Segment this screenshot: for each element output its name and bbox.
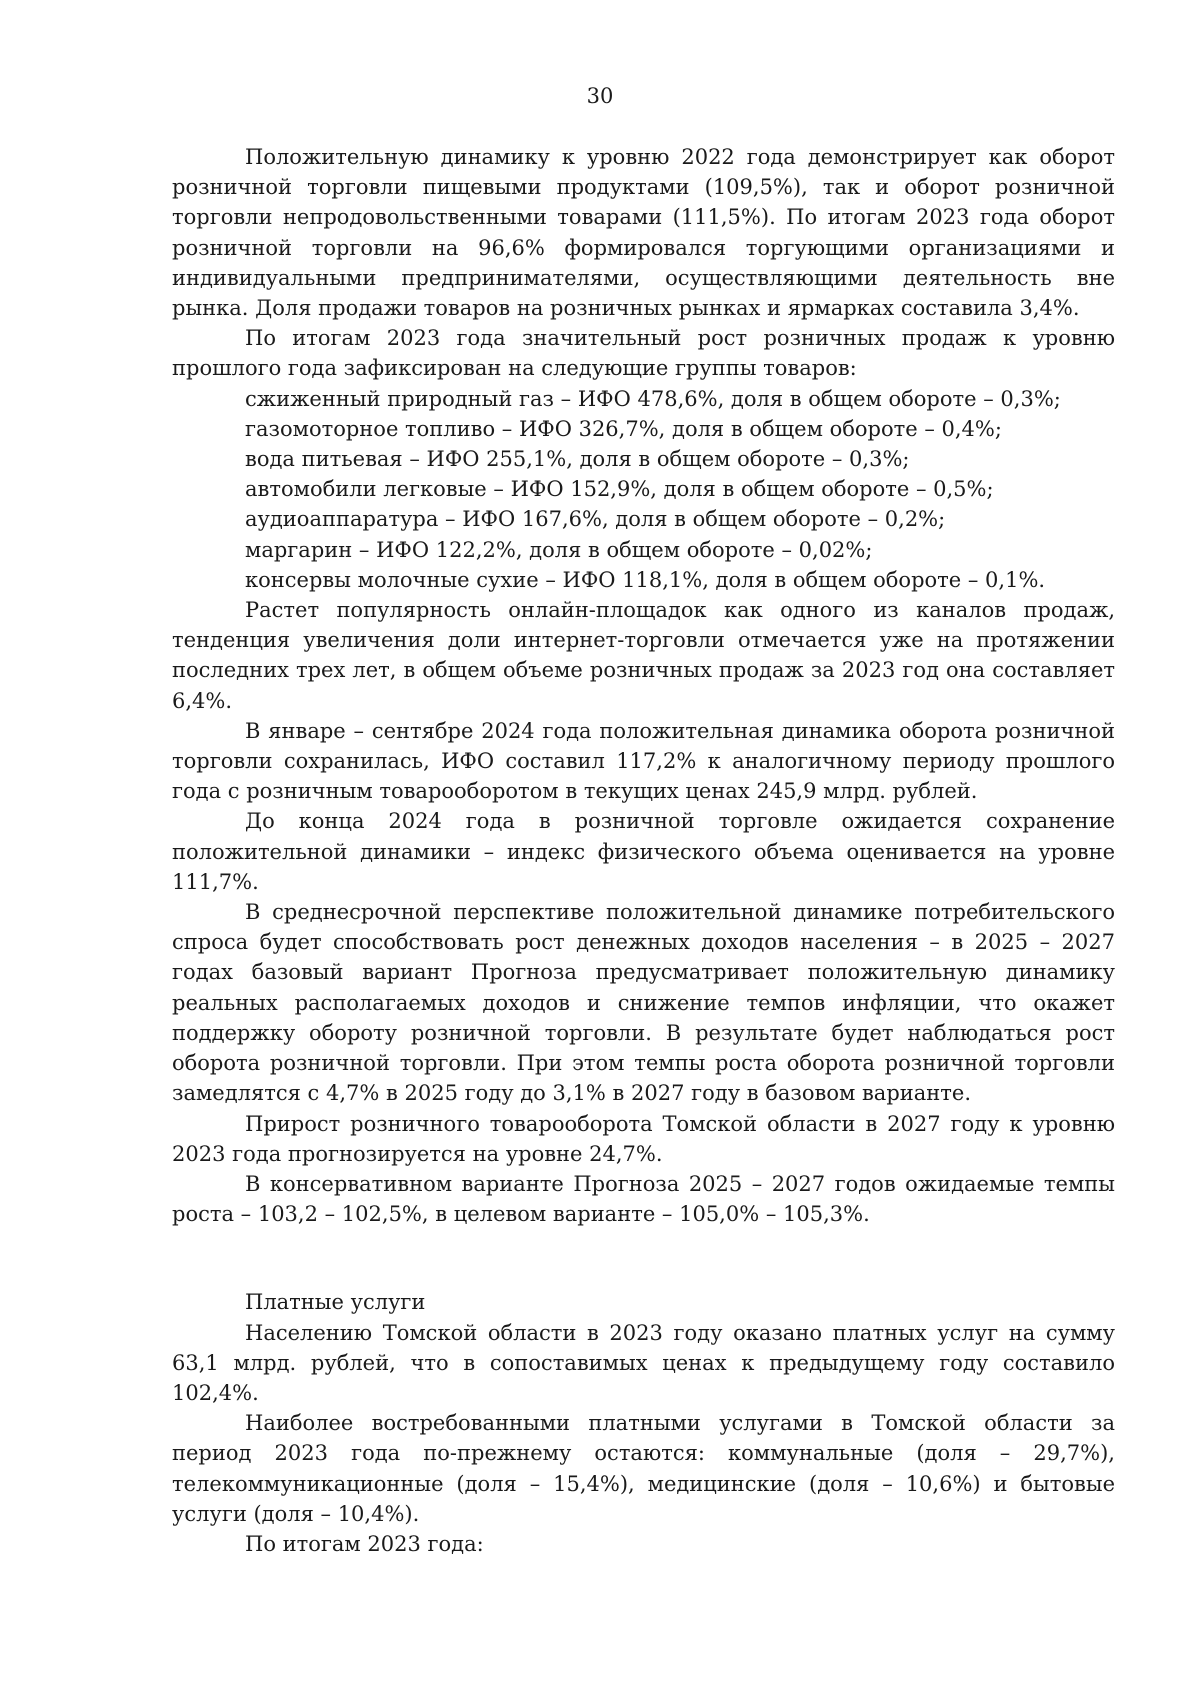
paragraph-end-2024: До конца 2024 года в розничной торговле ожидается сохранение положительной динамики – индекс физического объема оценивается на уровне 111,7%.: [172, 809, 1115, 894]
goods-list: [172, 384, 1115, 595]
paragraph-services-demand: Наиболее востребованными платными услугами в Томской области за период 2023 года по-прежнему остаются: коммунальные (доля – 29,7%), телекоммуникационные (доля – 15,4%), медицинские (доля – 10,6%) и бытовые услуги (доля – 10,4%).: [172, 1411, 1115, 1526]
paragraph-medium-term: В среднесрочной перспективе положительной динамике потребительского спроса будет способствовать рост денежных доходов населения – в 2025 – 2027 годах базовый вариант Прогноза предусматривает положительную динамику реальных располагаемых доходов и снижение темпов инфляции, что окажет поддержку обороту розничной торговли. В результате будет наблюдаться рост оборота розничной торговли. При этом темпы роста оборота розничной торговли замедлятся с 4,7% в 2025 году до 3,1% в 2027 году в базовом варианте.: [172, 900, 1115, 1106]
list-item: вода питьевая – ИФО 255,1%, доля в общем обороте – 0,3%;: [245, 447, 910, 472]
paragraph-growth-2027: Прирост розничного товарооборота Томской области в 2027 году к уровню 2023 года прогнозируется на уровне 24,7%.: [172, 1111, 1115, 1166]
list-item: аудиоаппаратура – ИФО 167,6%, доля в общем обороте – 0,2%;: [245, 507, 946, 532]
paragraph-online-sales: Растет популярность онлайн-площадок как одного из каналов продаж, тенденция увеличения доли интернет-торговли отмечается уже на протяжении последних трех лет, в общем объеме розничных продаж за 2023 год она составляет 6,4%.: [172, 598, 1115, 713]
list-item: автомобили легковые – ИФО 152,9%, доля в общем обороте – 0,5%;: [245, 477, 994, 502]
list-item: сжиженный природный газ – ИФО 478,6%, доля в общем обороте – 0,3%;: [245, 386, 1061, 411]
section-heading: Платные услуги: [245, 1290, 426, 1315]
page-number: 30: [586, 84, 614, 108]
paragraph-jan-sep-2024: В январе – сентябре 2024 года положительная динамика оборота розничной торговли сохранилась, ИФО составил 117,2% к аналогичному периоду прошлого года с розничным товарооборотом в текущих ценах 245,9 млрд. рублей.: [172, 718, 1115, 804]
paragraph-conservative-variant: В консервативном варианте Прогноза 2025 – 2027 годов ожидаемые темпы роста – 103,2 – 102,5%, в целевом варианте – 105,0% – 105,3%.: [172, 1171, 1115, 1227]
paragraph-goods-intro: По итогам 2023 года значительный рост розничных продаж к уровню прошлого года зафиксирован на следующие группы товаров:: [172, 326, 1115, 381]
list-item: газомоторное топливо – ИФО 326,7%, доля в общем обороте – 0,4%;: [245, 416, 1002, 441]
paragraph-services-results: По итогам 2023 года:: [245, 1531, 484, 1556]
paragraph-retail-dynamics: Положительную динамику к уровню 2022 года демонстрирует как оборот розничной торговли пищевыми продуктами (109,5%), так и оборот розничной торговли непродовольственными товарами (111,5%). По итогам 2023 года оборот розничной торговли на 96,6% формировался торгующими организациями и индивидуальными предпринимателями, осуществляющими деятельность вне рынка. Доля продажи товаров на розничных рынках и ярмарках составила 3,4%.: [172, 145, 1115, 321]
list-item: консервы молочные сухие – ИФО 118,1%, доля в общем обороте – 0,1%.: [245, 567, 1046, 592]
paragraph-services-volume: Населению Томской области в 2023 году оказано платных услуг на сумму 63,1 млрд. рублей, что в сопоставимых ценах к предыдущему году составило 102,4%.: [172, 1320, 1115, 1405]
document-body: [172, 142, 1115, 1559]
list-item: маргарин – ИФО 122,2%, доля в общем обороте – 0,02%;: [245, 537, 873, 562]
